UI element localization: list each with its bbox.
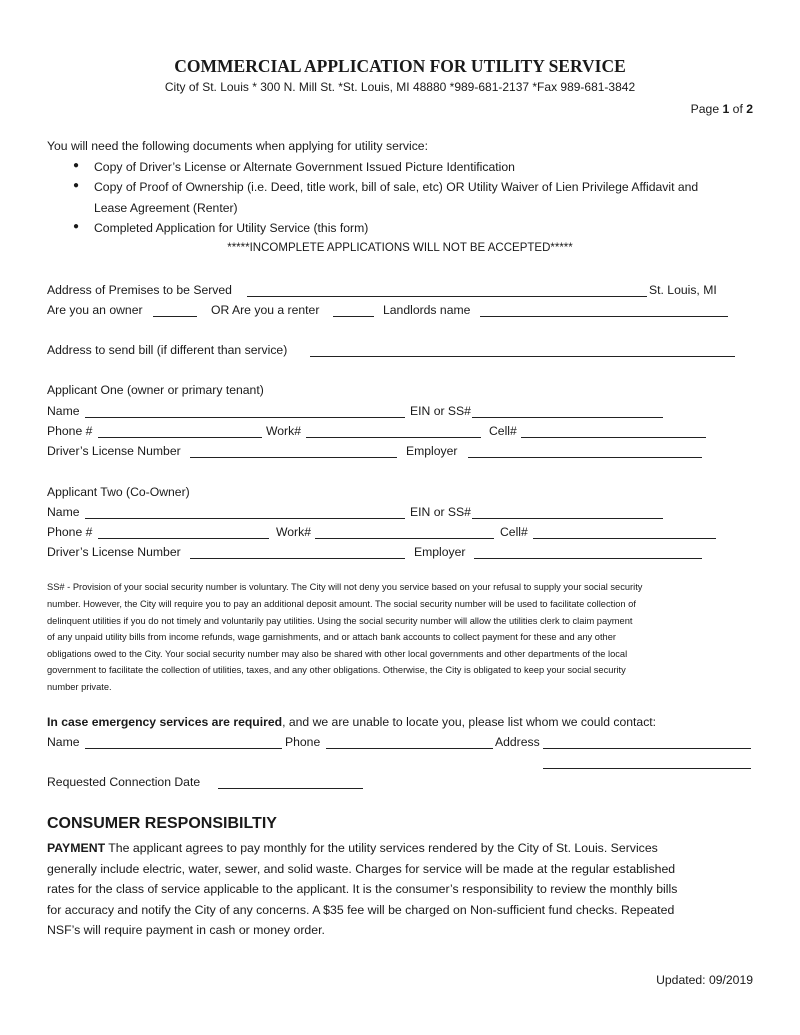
premises-address-field[interactable] [247, 283, 647, 297]
form-title: COMMERCIAL APPLICATION FOR UTILITY SERVICE [174, 56, 626, 76]
applicant-one-license-field[interactable] [190, 444, 397, 458]
premises-address-label: Address of Premises to be Served [47, 283, 232, 297]
ssn-notice-line: of any unpaid utility bills from income refunds, wage garnishments, and or attach bank accounts to collect payment for these and any other [47, 632, 616, 642]
employer-label: Employer [414, 545, 466, 559]
ssn-notice-line: delinquent utilities if you do not timely and voluntarily pay utilities. Using the social security number will allow the utilities clerk to claim payment [47, 616, 633, 626]
consumer-heading: CONSUMER RESPONSIBILTIY [47, 815, 277, 832]
license-label: Driver’s License Number [47, 545, 181, 559]
documents-intro: You will need the following documents when applying for utility service: [47, 139, 428, 153]
applicant-two-heading: Applicant Two (Co-Owner) [47, 485, 190, 499]
emergency-name-label: Name [47, 735, 80, 749]
work-label: Work# [276, 525, 311, 539]
cell-label: Cell# [500, 525, 528, 539]
applicant-one-name-field[interactable] [85, 404, 405, 418]
cell-label: Cell# [489, 424, 517, 438]
applicant-one-heading: Applicant One (owner or primary tenant) [47, 383, 264, 397]
ssn-notice-line: government to facilitate the collection of utilities, taxes, and any other obligations. Otherwise, the City is obligated to keep your social security [47, 665, 626, 675]
payment-line: generally include electric, water, sewer, and solid waste. Charges for service will be made at the regular established [47, 862, 676, 876]
applicant-two-employer-field[interactable] [474, 545, 702, 559]
applicant-two-work-field[interactable] [315, 525, 494, 539]
employer-label: Employer [406, 444, 458, 458]
emergency-address-field-line2[interactable] [543, 755, 751, 769]
emergency-name-field[interactable] [85, 735, 282, 749]
page-of: of [729, 102, 747, 116]
bullet-icon: ● [73, 160, 80, 171]
payment-line: rates for the class of service applicable to the applicant. It is the consumer’s responsibility to review the monthly bills [47, 882, 678, 896]
applicant-one-ein-field[interactable] [472, 404, 663, 418]
name-label: Name [47, 505, 80, 519]
landlord-name-field[interactable] [480, 303, 728, 317]
document-item: Completed Application for Utility Service (this form) [94, 221, 369, 235]
ssn-notice-line: SS# - Provision of your social security number is voluntary. The City will not deny you service based on your refusal to supply your social security [47, 582, 643, 592]
bill-address-label: Address to send bill (if different than service) [47, 343, 288, 357]
emergency-intro [47, 714, 656, 730]
ssn-notice-line: number. However, the City will require you to pay an additional deposit amount. The social security number will be used to facilitate collection of [47, 599, 636, 609]
applicant-one-work-field[interactable] [306, 424, 481, 438]
payment-bold: PAYMENT [47, 841, 106, 855]
emergency-phone-label: Phone [285, 735, 321, 749]
ein-label: EIN or SS# [410, 404, 471, 418]
ssn-notice-line: obligations owed to the City. Your social security number may also be shared with other local governments and other departments of the local [47, 649, 628, 659]
document-item: Copy of Proof of Ownership (i.e. Deed, title work, bill of sale, etc) OR Utility Waiver of Lien Privilege Affidavit and [94, 180, 699, 194]
payment-text: The applicant agrees to pay monthly for the utility services rendered by the City of St. Louis. Services [105, 841, 658, 855]
city-suffix: St. Louis, MI [649, 283, 717, 297]
applicant-two-cell-field[interactable] [533, 525, 716, 539]
phone-label: Phone # [47, 424, 93, 438]
applicant-two-ein-field[interactable] [472, 505, 663, 519]
license-label: Driver’s License Number [47, 444, 181, 458]
applicant-two-license-field[interactable] [190, 545, 405, 559]
document-item-continued: Lease Agreement (Renter) [94, 201, 238, 215]
page-prefix: Page [690, 102, 723, 116]
connection-date-label: Requested Connection Date [47, 775, 201, 789]
name-label: Name [47, 404, 80, 418]
incomplete-warning: *****INCOMPLETE APPLICATIONS WILL NOT BE ACCEPTED***** [227, 242, 573, 254]
applicant-one-cell-field[interactable] [521, 424, 706, 438]
ein-label: EIN or SS# [410, 505, 471, 519]
renter-field[interactable] [333, 303, 374, 317]
bullet-icon: ● [73, 180, 80, 191]
updated-date: Updated: 09/2019 [656, 973, 753, 987]
owner-label: Are you an owner [47, 303, 143, 317]
connection-date-field[interactable] [218, 775, 363, 789]
owner-field[interactable] [153, 303, 197, 317]
document-item: Copy of Driver’s License or Alternate Government Issued Picture Identification [94, 160, 515, 174]
emergency-phone-field[interactable] [326, 735, 493, 749]
payment-line: for accuracy and notify the City of any concerns. A $35 fee will be charged on Non-sufficient fund checks. Repeated [47, 903, 675, 917]
payment-line: NSF’s will require payment in cash or money order. [47, 923, 325, 937]
emergency-address-field[interactable] [543, 735, 751, 749]
page-current: 1 [722, 102, 730, 116]
landlord-label: Landlords name [383, 303, 471, 317]
applicant-two-name-field[interactable] [85, 505, 405, 519]
applicant-two-phone-field[interactable] [98, 525, 269, 539]
payment-line [47, 838, 658, 858]
emergency-address-label: Address [495, 735, 540, 749]
work-label: Work# [266, 424, 301, 438]
bullet-icon: ● [73, 221, 80, 232]
renter-label: OR Are you a renter [211, 303, 320, 317]
applicant-one-employer-field[interactable] [468, 444, 702, 458]
phone-label: Phone # [47, 525, 93, 539]
applicant-one-phone-field[interactable] [98, 424, 262, 438]
page-total: 2 [746, 102, 753, 116]
bill-address-field[interactable] [310, 343, 735, 357]
emergency-intro-rest: , and we are unable to locate you, please list whom we could contact: [282, 715, 657, 729]
ssn-notice-line: number private. [47, 682, 112, 692]
city-contact-info: City of St. Louis * 300 N. Mill St. *St. Louis, MI 48880 *989-681-2137 *Fax 989-681-3842 [164, 80, 636, 94]
page-number [691, 101, 753, 117]
emergency-intro-bold: In case emergency services are required [47, 715, 283, 729]
